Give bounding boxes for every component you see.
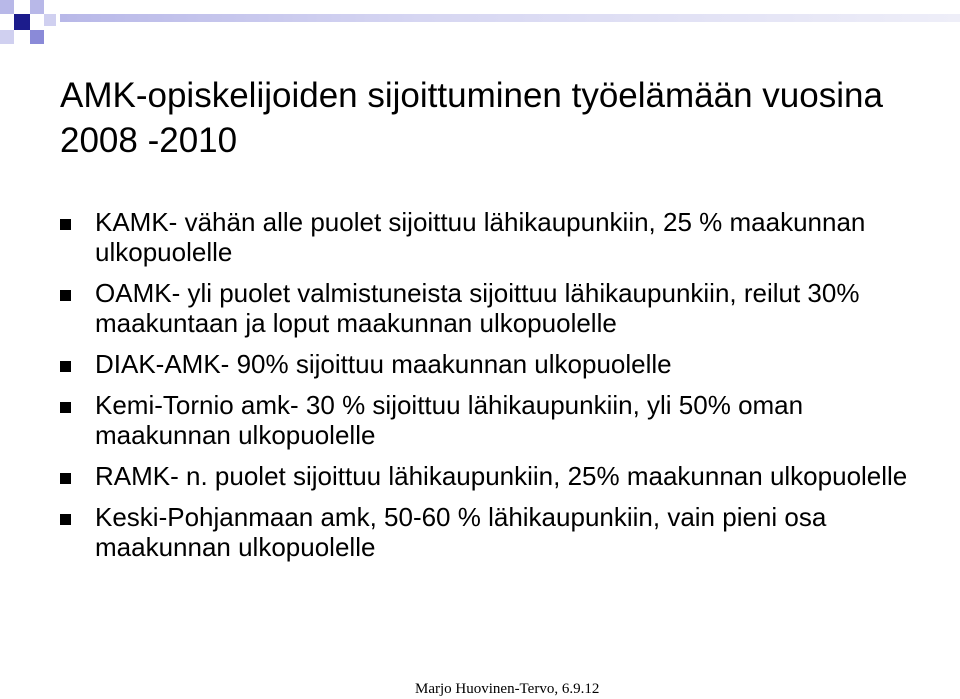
slide-title: AMK-opiskelijoiden sijoittuminen työelämään vuosina 2008 -2010	[60, 76, 883, 160]
deco-square	[44, 14, 56, 26]
footer-author-date: Marjo Huovinen-Tervo, 6.9.12	[415, 681, 600, 697]
deco-square	[0, 30, 14, 44]
bullet-text: OAMK- yli puolet valmistuneista sijoittuu lähikaupunkiin, reilut 30% maakuntaan ja loput maakunnan ulkopuolelle	[95, 278, 860, 338]
bullet-text: DIAK-AMK- 90% sijoittuu maakunnan ulkopuolelle	[95, 349, 672, 379]
bullet-text: Keski-Pohjanmaan amk, 50-60 % lähikaupunkiin, vain pieni osa maakunnan ulkopuolelle	[95, 502, 827, 562]
square-bullet-icon	[60, 473, 71, 484]
header-bar	[60, 14, 960, 22]
bullet-text: Kemi-Tornio amk- 30 % sijoittuu lähikaupunkiin, yli 50% oman maakunnan ulkopuolelle	[95, 390, 804, 450]
square-bullet-icon	[60, 290, 71, 301]
bullet-item	[60, 278, 940, 338]
deco-square	[0, 0, 14, 14]
square-bullet-icon	[60, 514, 71, 525]
bullet-item	[60, 502, 940, 562]
bullet-list	[60, 207, 940, 573]
square-bullet-icon	[60, 402, 71, 413]
square-bullet-icon	[60, 219, 71, 230]
bullet-item	[60, 461, 940, 491]
bullet-text: RAMK- n. puolet sijoittuu lähikaupunkiin, 25% maakunnan ulkopuolelle	[95, 461, 908, 491]
deco-square	[30, 30, 44, 44]
decorative-header	[0, 0, 960, 60]
deco-square	[30, 0, 44, 14]
bullet-text: KAMK- vähän alle puolet sijoittuu lähikaupunkiin, 25 % maakunnan ulkopuolelle	[95, 207, 866, 267]
bullet-item	[60, 207, 940, 267]
square-bullet-icon	[60, 361, 71, 372]
bullet-item	[60, 390, 940, 450]
deco-square	[14, 14, 30, 30]
bullet-item	[60, 349, 940, 379]
